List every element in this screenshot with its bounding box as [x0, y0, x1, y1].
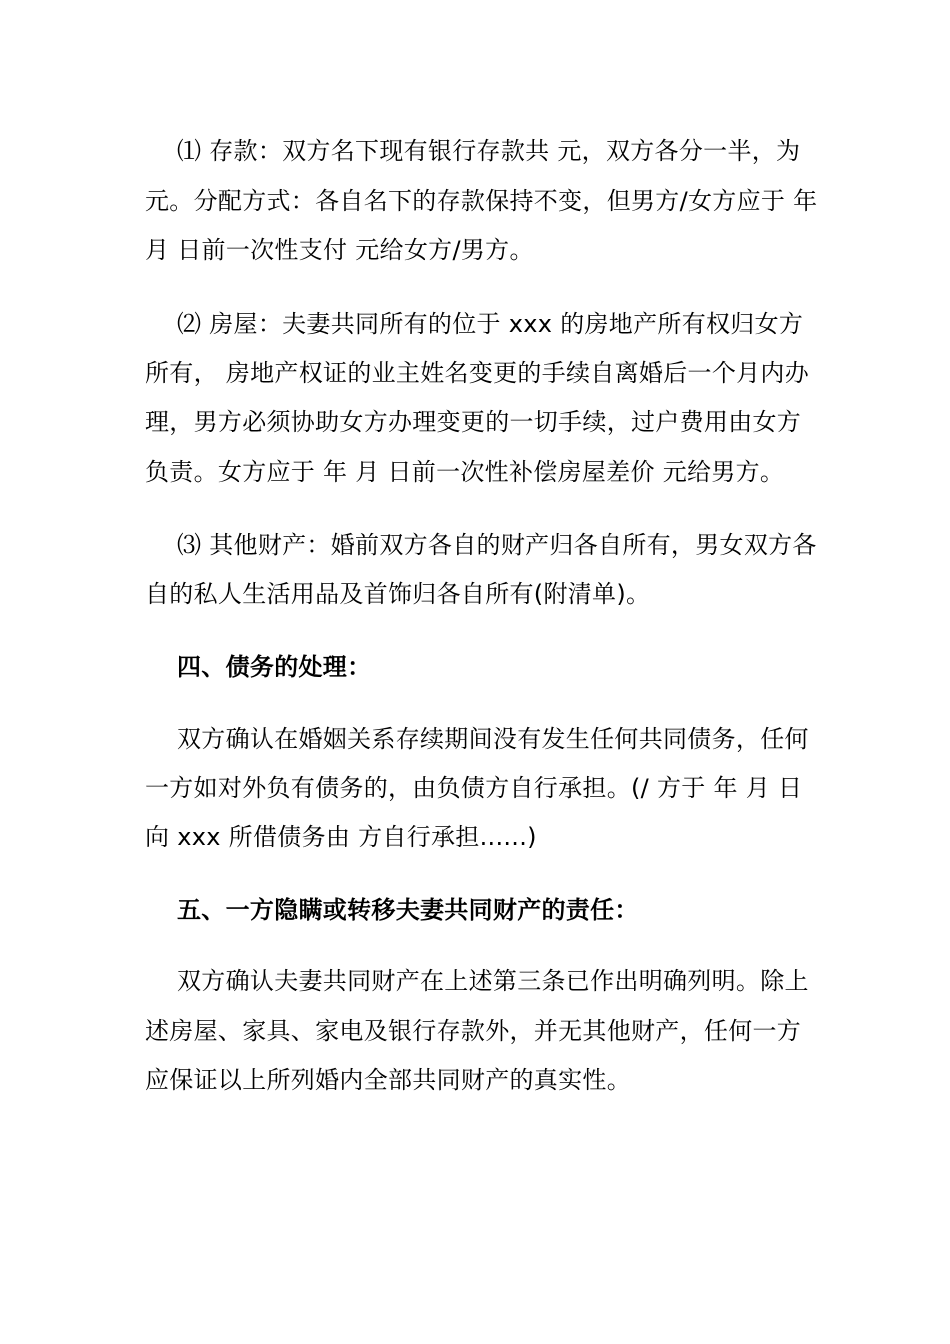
paragraph-debts-line-2: 一方如对外负有债务的，由负债方自行承担。(/ 方于 年 月 日 — [145, 774, 803, 802]
paragraph-concealment-line-1: 双方确认夫妻共同财产在上述第三条已作出明确列明。除上 — [177, 967, 809, 995]
paragraph-deposit-line-1: ⑴ 存款：双方名下现有银行存款共 元，双方各分一半，为 — [177, 137, 801, 165]
paragraph-debts-line-1: 双方确认在婚姻关系存续期间没有发生任何共同债务，任何 — [177, 725, 809, 753]
paragraph-house-line-1: ⑵ 房屋：夫妻共同所有的位于 xxx 的房地产所有权归女方 — [177, 310, 804, 338]
section-heading-debts: 四、债务的处理： — [177, 653, 372, 681]
paragraph-house-line-2: 所有， 房地产权证的业主姓名变更的手续自离婚后一个月内办 — [145, 359, 810, 387]
paragraph-house-line-3: 理，男方必须协助女方办理变更的一切手续，过户费用由女方 — [145, 408, 802, 436]
paragraph-other-property-line-1: ⑶ 其他财产：婚前双方各自的财产归各自所有，男女双方各 — [177, 531, 817, 559]
section-heading-concealment: 五、一方隐瞒或转移夫妻共同财产的责任： — [177, 896, 639, 924]
paragraph-concealment-line-2: 述房屋、家具、家电及银行存款外，并无其他财产，任何一方 — [145, 1017, 802, 1045]
paragraph-house-line-4: 负责。女方应于 年 月 日前一次性补偿房屋差价 元给男方。 — [145, 458, 785, 486]
paragraph-debts-line-3: 向 xxx 所借债务由 方自行承担......) — [145, 823, 537, 851]
paragraph-deposit-line-3: 月 日前一次性支付 元给女方/男方。 — [145, 236, 534, 264]
paragraph-deposit-line-2: 元。分配方式：各自名下的存款保持不变，但男方/女方应于 年 — [145, 187, 818, 215]
paragraph-other-property-line-2: 自的私人生活用品及首饰归各自所有(附清单)。 — [145, 580, 651, 608]
paragraph-concealment-line-3: 应保证以上所列婚内全部共同财产的真实性。 — [145, 1066, 631, 1094]
